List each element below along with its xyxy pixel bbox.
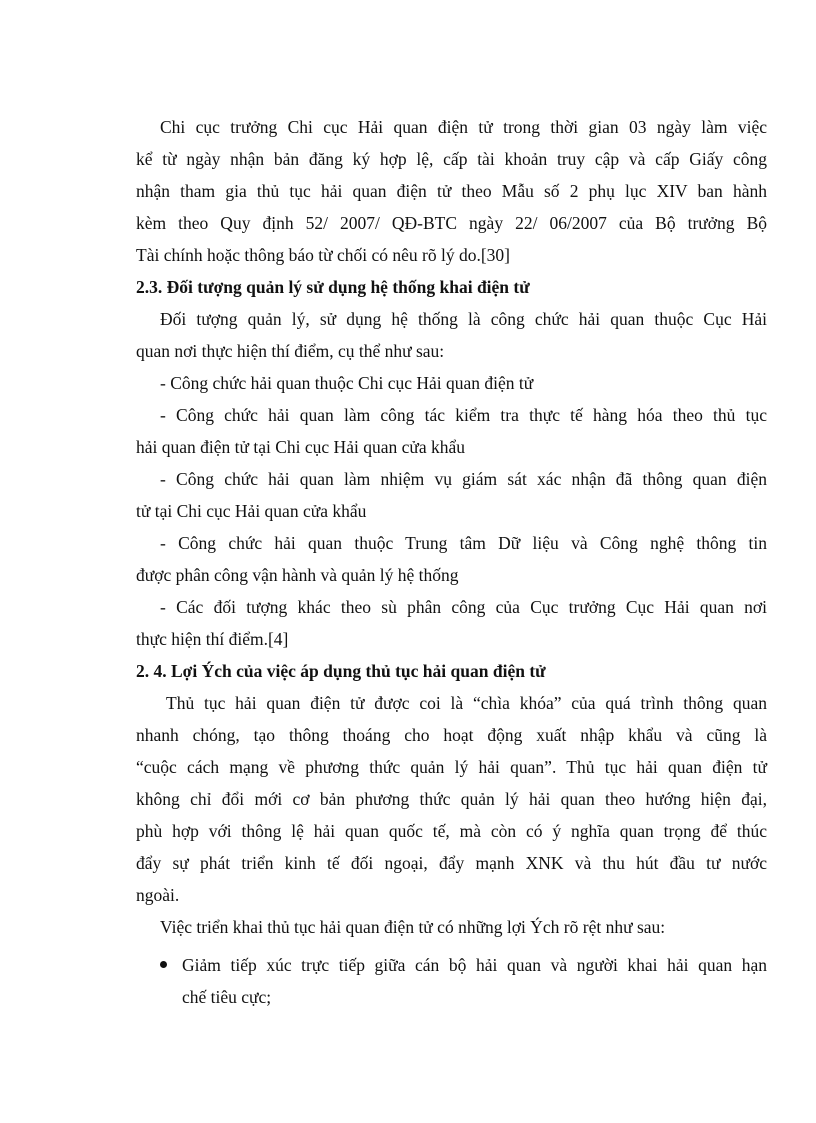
text-line: Chi cục trưởng Chi cục Hải quan điện tử trong thời gian 03 ngày làm việc	[160, 117, 767, 137]
section-heading-2-3: 2.3. Đối tượng quản lý sử dụng hệ thống khai điện tử	[136, 277, 530, 297]
text-line: ngoài.	[136, 885, 180, 905]
list-item-continuation: hải quan điện tử tại Chi cục Hải quan cửa khẩu	[136, 437, 466, 457]
text-line: nhanh chóng, tạo thông thoáng cho hoạt động xuất nhập khẩu và cũng là	[136, 725, 767, 745]
list-item: - Các đối tượng khác theo sù phân công của Cục trưởng Cục Hải quan nơi	[160, 597, 767, 617]
list-item: - Công chức hải quan thuộc Trung tâm Dữ liệu và Công nghệ thông tin	[160, 533, 767, 553]
list-item: - Công chức hải quan làm nhiệm vụ giám sát xác nhận đã thông quan điện	[160, 469, 767, 489]
bullet-icon	[160, 961, 167, 968]
bullet-item-continuation: chế tiêu cực;	[182, 987, 272, 1007]
text-line: kèm theo Quy định 52/ 2007/ QĐ-BTC ngày 22/ 06/2007 của Bộ trưởng Bộ	[136, 213, 767, 233]
text-line: Tài chính hoặc thông báo từ chối có nêu rõ lý do.[30]	[136, 245, 510, 265]
text-line: không chỉ đổi mới cơ bản phương thức quản lý hải quan theo hướng hiện đại,	[136, 789, 767, 809]
list-item-continuation: được phân công vận hành và quản lý hệ thống	[136, 565, 459, 585]
list-item: - Công chức hải quan thuộc Chi cục Hải quan điện tử	[160, 373, 534, 393]
bullet-item: Giảm tiếp xúc trực tiếp giữa cán bộ hải quan và người khai hải quan hạn	[182, 955, 767, 975]
text-line: kể từ ngày nhận bản đăng ký hợp lệ, cấp tài khoản truy cập và cấp Giấy công	[136, 149, 767, 169]
section-heading-2-4: 2. 4. Lợi Ých của việc áp dụng thủ tục hải quan điện tử	[136, 661, 546, 681]
text-line: Đối tượng quản lý, sử dụng hệ thống là công chức hải quan thuộc Cục Hải	[160, 309, 767, 329]
text-line: đẩy sự phát triển kinh tế đối ngoại, đẩy mạnh XNK và thu hút đầu tư nước	[136, 853, 767, 873]
text-line: nhận tham gia thủ tục hải quan điện tử theo Mẫu số 2 phụ lục XIV ban hành	[136, 181, 767, 201]
text-line: quan nơi thực hiện thí điểm, cụ thể như sau:	[136, 341, 445, 361]
text-line: Thủ tục hải quan điện tử được coi là “chìa khóa” của quá trình thông quan	[166, 693, 767, 713]
text-line: phù hợp với thông lệ hải quan quốc tế, mà còn có ý nghĩa quan trọng để thúc	[136, 821, 767, 841]
list-item-continuation: thực hiện thí điểm.[4]	[136, 629, 289, 649]
text-line: “cuộc cách mạng về phương thức quản lý hải quan”. Thủ tục hải quan điện tử	[136, 757, 767, 777]
list-item-continuation: tử tại Chi cục Hải quan cửa khẩu	[136, 501, 367, 521]
paragraph-benefits-lead: Việc triển khai thủ tục hải quan điện tử có những lợi Ých rõ rệt như sau:	[160, 917, 666, 937]
list-item: - Công chức hải quan làm công tác kiểm tra thực tế hàng hóa theo thủ tục	[160, 405, 767, 425]
